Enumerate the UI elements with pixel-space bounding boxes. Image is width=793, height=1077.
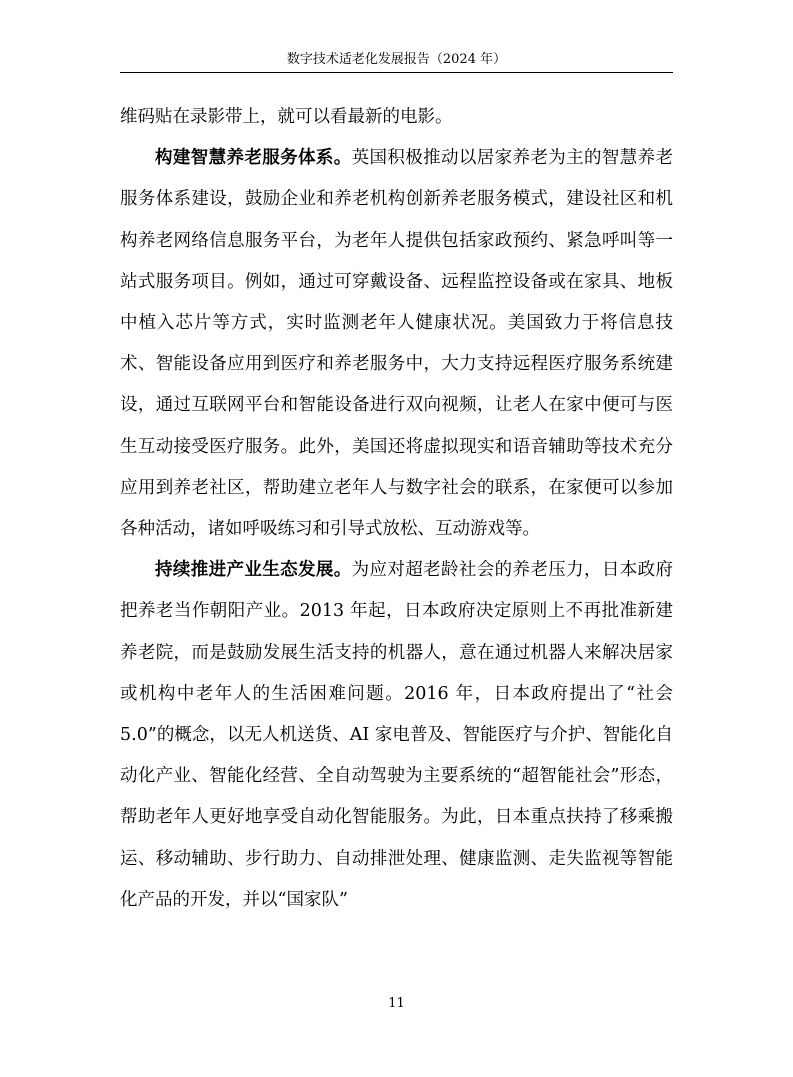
running-header: 数字技术适老化发展报告（2024 年）	[286, 52, 507, 67]
paragraph-lead: 构建智慧养老服务体系。	[155, 148, 352, 169]
paragraph-continuation	[120, 97, 673, 138]
paragraph-lead: 持续推进产业生态发展。	[155, 560, 352, 581]
paragraph-text: 为应对超老龄社会的养老压力，日本政府把养老当作朝阳产业。2013 年起，日本政府决定原则上不再批准新建养老院，而是鼓励发展生活支持的机器人，意在通过机器人来解决居家或机构中老年人的生活困难问题。2016 年，日本政府提出了“社会 5.0”的概念，以无人机送货、AI 家电普及、智能医疗与介护、智能化自动化产业、智能化经营、全自动驾驶为主要系统的“超智能社会”形态，帮助老年人更好地享受自动化智能服务。为此，日本重点扶持了移乘搬运、移动辅助、步行助力、自动排泄处理、健康监测、走失监视等智能化产品的开发，并以“国家队”	[120, 560, 673, 910]
page-number: 11	[388, 996, 405, 1011]
paragraph-text: 维码贴在录影带上，就可以看最新的电影。	[120, 107, 453, 127]
paragraph-industry-ecosystem	[120, 550, 673, 921]
header-rule	[120, 72, 673, 73]
paragraph-smart-elderly-care	[120, 138, 673, 550]
paragraph-text: 英国积极推动以居家养老为主的智慧养老服务体系建设，鼓励企业和养老机构创新养老服务模式，建设社区和机构养老网络信息服务平台，为老年人提供包括家政预约、紧急呼叫等一站式服务项目。例如，通过可穿戴设备、远程监控设备或在家具、地板中植入芯片等方式，实时监测老年人健康状况。美国致力于将信息技术、智能设备应用到医疗和养老服务中，大力支持远程医疗服务系统建设，通过互联网平台和智能设备进行双向视频，让老人在家中便可与医生互动接受医疗服务。此外，美国还将虚拟现实和语音辅助等技术充分应用到养老社区，帮助建立老年人与数字社会的联系，在家便可以参加各种活动，诸如呼吸练习和引导式放松、互动游戏等。	[120, 148, 673, 540]
body-text	[120, 97, 673, 921]
